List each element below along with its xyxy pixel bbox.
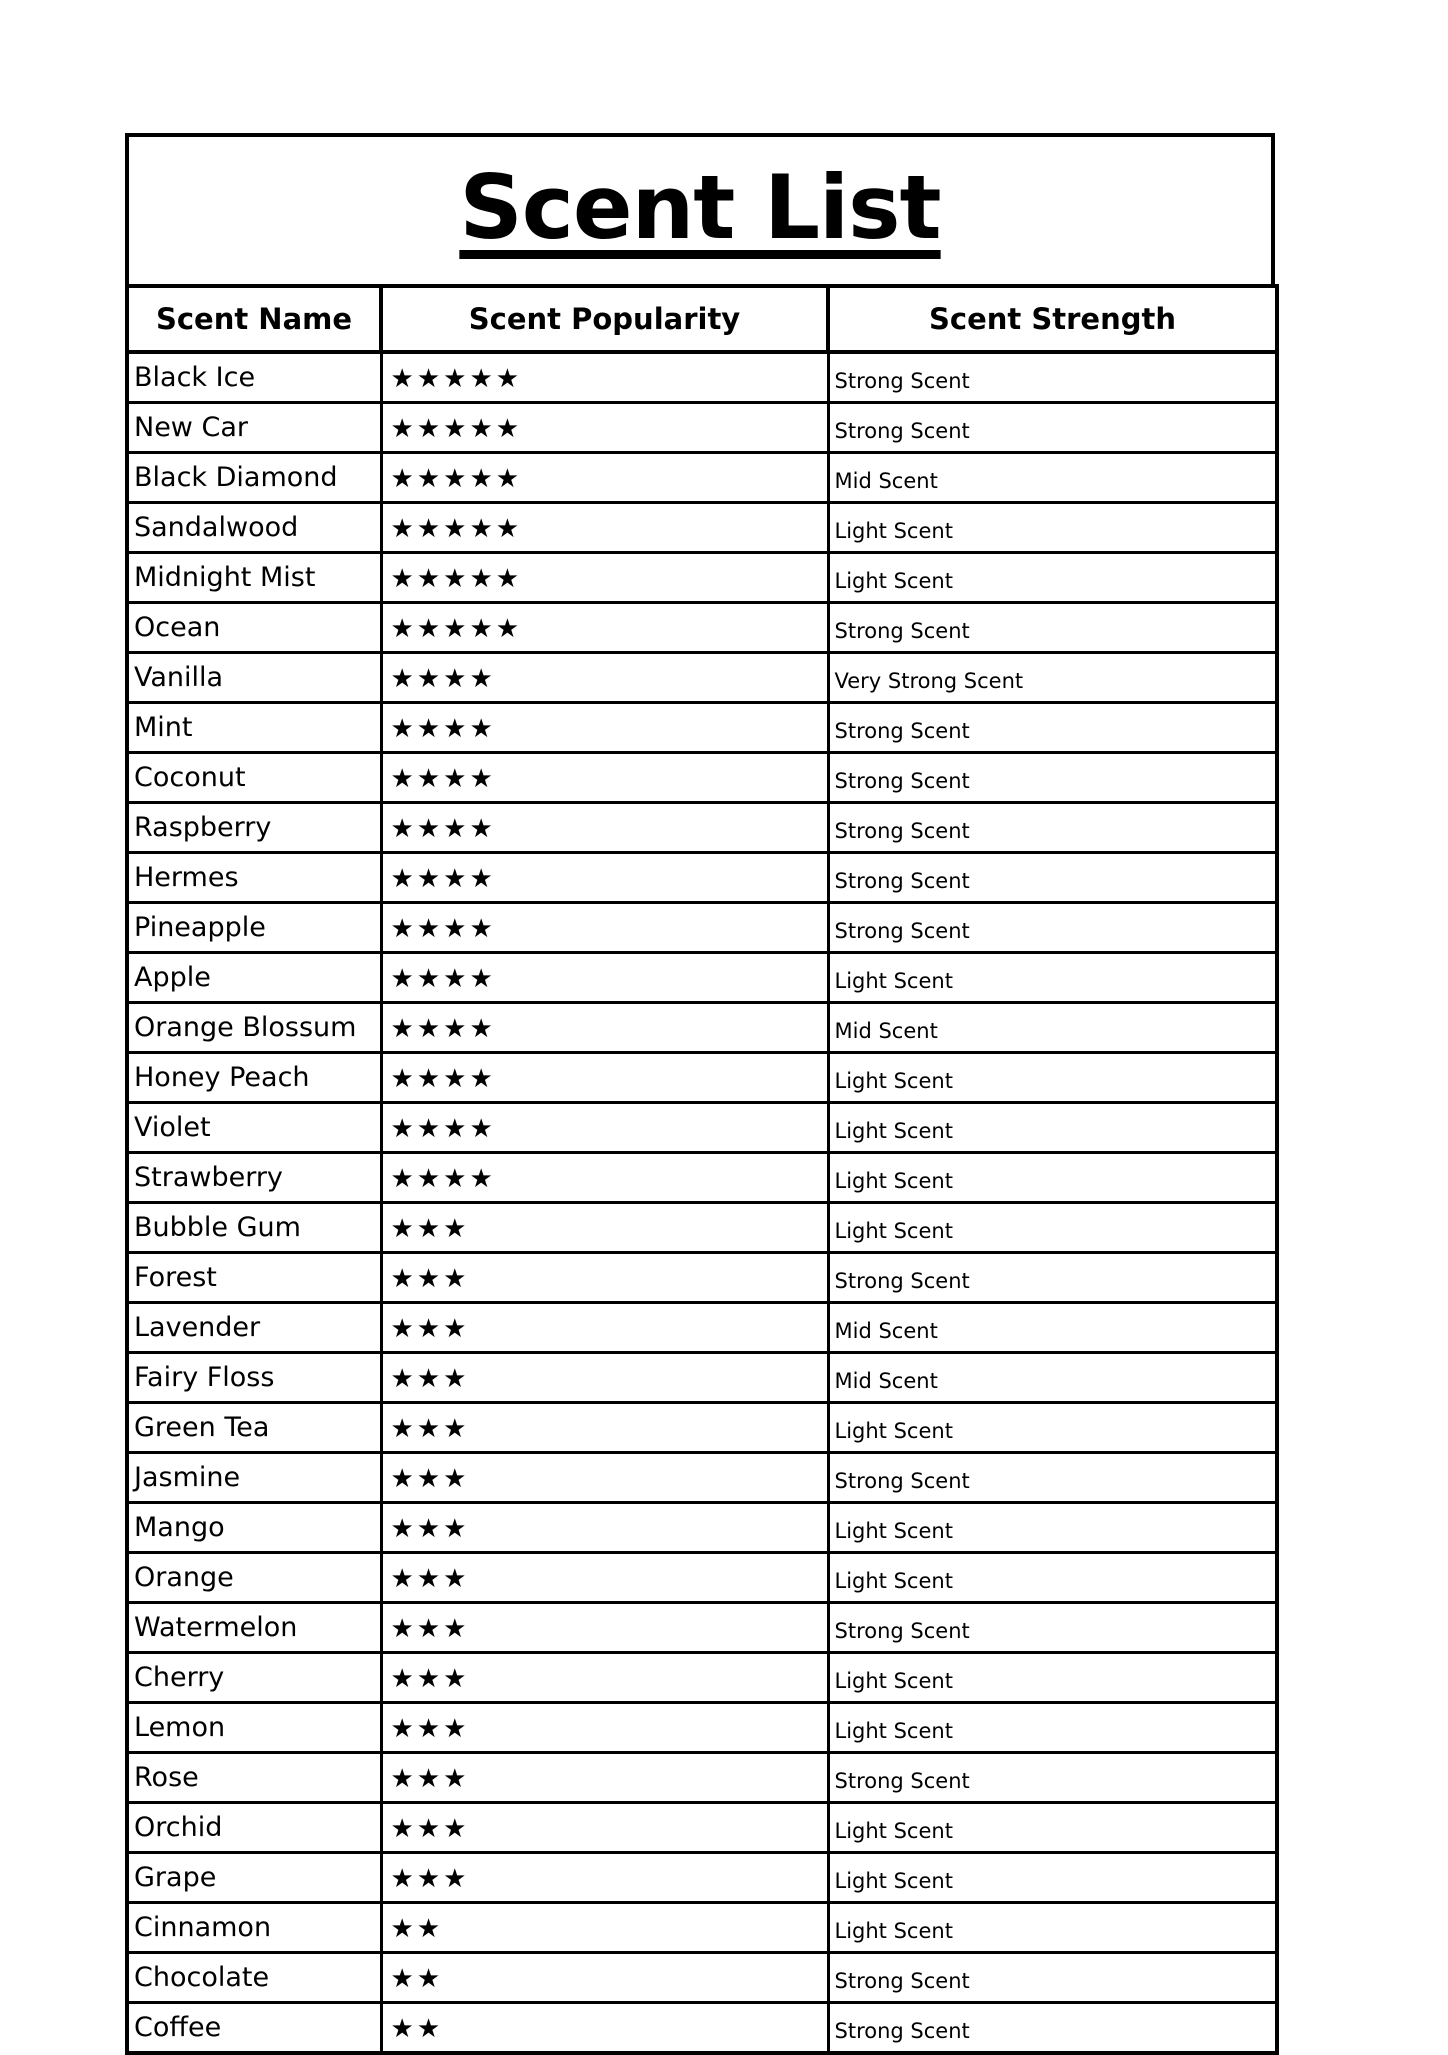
scent-strength: Strong Scent [828,703,1277,753]
scent-popularity [381,2003,828,2054]
table-row [127,1353,1277,1403]
star-icon: ★ [443,1712,470,1743]
scent-name: Cherry [127,1653,381,1703]
star-icon: ★ [443,912,470,943]
scent-strength: Strong Scent [828,903,1277,953]
scent-name: Chocolate [127,1953,381,2003]
scent-popularity [381,1253,828,1303]
star-icon: ★ [469,562,496,593]
scent-strength: Light Scent [828,1403,1277,1453]
table-row [127,1953,1277,2003]
scent-strength: Strong Scent [828,352,1277,403]
star-icon: ★ [443,1662,470,1693]
scent-popularity [381,1603,828,1653]
star-icon: ★ [390,662,417,693]
scent-name: Raspberry [127,803,381,853]
star-icon: ★ [443,1362,470,1393]
star-icon: ★ [416,1162,444,1193]
table-row [127,953,1277,1003]
star-icon: ★ [416,1312,444,1343]
star-icon: ★ [416,812,444,843]
star-icon: ★ [416,2012,444,2043]
star-icon: ★ [390,1112,417,1143]
table-row [127,453,1277,503]
star-icon: ★ [416,462,444,493]
scent-strength: Strong Scent [828,1953,1277,2003]
star-icon: ★ [416,1662,444,1693]
star-icon: ★ [390,1312,417,1343]
scent-popularity [381,1653,828,1703]
header-scent-strength: Scent Strength [828,286,1277,352]
table-row [127,403,1277,453]
star-icon: ★ [416,962,444,993]
star-icon: ★ [443,1262,470,1293]
scent-name: Sandalwood [127,503,381,553]
star-icon: ★ [390,1612,417,1643]
star-icon: ★ [443,362,470,393]
scent-name: Lemon [127,1703,381,1753]
scent-strength: Mid Scent [828,453,1277,503]
star-icon: ★ [390,2012,417,2043]
star-icon: ★ [495,412,523,443]
scent-strength: Strong Scent [828,753,1277,803]
star-icon: ★ [443,1162,470,1193]
scent-name: Jasmine [127,1453,381,1503]
scent-popularity [381,1553,828,1603]
scent-popularity [381,1403,828,1453]
table-row [127,1303,1277,1353]
star-icon: ★ [443,612,470,643]
star-icon: ★ [390,762,417,793]
scent-strength: Light Scent [828,1803,1277,1853]
star-icon: ★ [469,462,496,493]
star-icon: ★ [469,1062,496,1093]
star-icon: ★ [469,962,496,993]
scent-popularity [381,1453,828,1503]
star-icon: ★ [390,1762,417,1793]
table-row [127,1153,1277,1203]
scent-strength: Strong Scent [828,803,1277,853]
star-icon: ★ [416,362,444,393]
scent-name: Ocean [127,603,381,653]
scent-name: Honey Peach [127,1053,381,1103]
star-icon: ★ [443,1012,470,1043]
table-row [127,1853,1277,1903]
scent-popularity [381,1753,828,1803]
scent-popularity [381,1153,828,1203]
star-icon: ★ [390,1162,417,1193]
scent-strength: Light Scent [828,1653,1277,1703]
star-icon: ★ [416,1862,444,1893]
star-icon: ★ [443,562,470,593]
header-scent-popularity: Scent Popularity [381,286,828,352]
table-row [127,753,1277,803]
star-icon: ★ [495,562,523,593]
table-row [127,1803,1277,1853]
scent-popularity [381,1353,828,1403]
scent-strength: Light Scent [828,1053,1277,1103]
scent-popularity [381,553,828,603]
scent-strength: Mid Scent [828,1303,1277,1353]
table-row [127,1753,1277,1803]
scent-strength: Light Scent [828,553,1277,603]
scent-strength: Light Scent [828,1503,1277,1553]
star-icon: ★ [390,962,417,993]
star-icon: ★ [443,962,470,993]
star-icon: ★ [390,912,417,943]
scent-strength: Light Scent [828,1153,1277,1203]
star-icon: ★ [390,612,417,643]
star-icon: ★ [443,712,470,743]
table-row [127,1903,1277,1953]
scent-strength: Light Scent [828,1553,1277,1603]
table-row [127,503,1277,553]
scent-strength: Light Scent [828,953,1277,1003]
star-icon: ★ [443,1462,470,1493]
scent-popularity [381,403,828,453]
scent-table [125,284,1279,2055]
star-icon: ★ [443,1062,470,1093]
star-icon: ★ [390,462,417,493]
star-icon: ★ [416,512,444,543]
scent-strength: Light Scent [828,1703,1277,1753]
scent-name: Green Tea [127,1403,381,1453]
header-row [127,286,1277,352]
scent-name: Black Diamond [127,453,381,503]
star-icon: ★ [416,1062,444,1093]
star-icon: ★ [495,462,523,493]
star-icon: ★ [443,1112,470,1143]
table-row [127,2003,1277,2054]
scent-popularity [381,503,828,553]
scent-name: Forest [127,1253,381,1303]
star-icon: ★ [469,612,496,643]
star-icon: ★ [495,612,523,643]
table-row [127,1503,1277,1553]
star-icon: ★ [469,362,496,393]
scent-name: Lavender [127,1303,381,1353]
scent-popularity [381,653,828,703]
scent-popularity [381,1053,828,1103]
star-icon: ★ [469,1162,496,1193]
star-icon: ★ [416,1762,444,1793]
table-row [127,1703,1277,1753]
star-icon: ★ [390,412,417,443]
table-row [127,1103,1277,1153]
star-icon: ★ [390,1562,417,1593]
star-icon: ★ [416,562,444,593]
scent-popularity [381,1903,828,1953]
star-icon: ★ [390,1662,417,1693]
star-icon: ★ [416,1262,444,1293]
scent-name: Pineapple [127,903,381,953]
star-icon: ★ [416,1412,444,1443]
star-icon: ★ [390,1012,417,1043]
scent-name: Cinnamon [127,1903,381,1953]
table-row [127,352,1277,403]
star-icon: ★ [469,512,496,543]
star-icon: ★ [390,512,417,543]
table-row [127,653,1277,703]
scent-name: Orchid [127,1803,381,1853]
table-row [127,1203,1277,1253]
scent-popularity [381,803,828,853]
scent-strength: Light Scent [828,503,1277,553]
scent-strength: Light Scent [828,1203,1277,1253]
star-icon: ★ [416,1912,444,1943]
star-icon: ★ [390,812,417,843]
scent-popularity [381,352,828,403]
scent-popularity [381,1803,828,1853]
scent-strength: Strong Scent [828,603,1277,653]
scent-name: Vanilla [127,653,381,703]
scent-strength: Mid Scent [828,1003,1277,1053]
star-icon: ★ [469,1112,496,1143]
scent-name: Midnight Mist [127,553,381,603]
table-row [127,703,1277,753]
star-icon: ★ [416,862,444,893]
star-icon: ★ [390,1062,417,1093]
scent-popularity [381,1003,828,1053]
star-icon: ★ [390,562,417,593]
scent-name: Mango [127,1503,381,1553]
star-icon: ★ [390,1912,417,1943]
table-row [127,603,1277,653]
star-icon: ★ [443,412,470,443]
star-icon: ★ [443,862,470,893]
scent-name: Hermes [127,853,381,903]
scent-list-sheet [125,133,1275,2055]
star-icon: ★ [443,1412,470,1443]
scent-popularity [381,753,828,803]
scent-popularity [381,953,828,1003]
scent-strength: Strong Scent [828,1253,1277,1303]
star-icon: ★ [416,1462,444,1493]
star-icon: ★ [443,1862,470,1893]
star-icon: ★ [416,1112,444,1143]
star-icon: ★ [443,762,470,793]
star-icon: ★ [443,812,470,843]
star-icon: ★ [443,1312,470,1343]
scent-name: Black Ice [127,352,381,403]
star-icon: ★ [416,412,444,443]
star-icon: ★ [390,1962,417,1993]
star-icon: ★ [416,1812,444,1843]
title-box [125,133,1275,284]
scent-strength: Strong Scent [828,1453,1277,1503]
scent-popularity [381,1853,828,1903]
header-scent-name: Scent Name [127,286,381,352]
star-icon: ★ [390,362,417,393]
star-icon: ★ [469,912,496,943]
star-icon: ★ [443,462,470,493]
scent-popularity [381,703,828,753]
star-icon: ★ [443,662,470,693]
scent-name: Grape [127,1853,381,1903]
scent-popularity [381,1703,828,1753]
star-icon: ★ [416,912,444,943]
star-icon: ★ [469,762,496,793]
scent-rows [127,352,1277,2053]
star-icon: ★ [443,1612,470,1643]
scent-name: New Car [127,403,381,453]
scent-popularity [381,1303,828,1353]
scent-popularity [381,853,828,903]
star-icon: ★ [443,512,470,543]
scent-strength: Light Scent [828,1853,1277,1903]
star-icon: ★ [469,712,496,743]
star-icon: ★ [390,862,417,893]
star-icon: ★ [416,1712,444,1743]
star-icon: ★ [390,712,417,743]
table-row [127,853,1277,903]
scent-name: Coconut [127,753,381,803]
scent-popularity [381,603,828,653]
table-row [127,1603,1277,1653]
scent-name: Violet [127,1103,381,1153]
table-row [127,903,1277,953]
star-icon: ★ [416,1012,444,1043]
star-icon: ★ [495,362,523,393]
scent-strength: Strong Scent [828,1603,1277,1653]
scent-strength: Strong Scent [828,2003,1277,2054]
star-icon: ★ [416,712,444,743]
star-icon: ★ [495,512,523,543]
star-icon: ★ [443,1762,470,1793]
scent-name: Watermelon [127,1603,381,1653]
table-row [127,1653,1277,1703]
star-icon: ★ [390,1412,417,1443]
star-icon: ★ [443,1812,470,1843]
scent-name: Apple [127,953,381,1003]
scent-strength: Light Scent [828,1903,1277,1953]
scent-popularity [381,1203,828,1253]
scent-name: Bubble Gum [127,1203,381,1253]
star-icon: ★ [416,1512,444,1543]
star-icon: ★ [469,812,496,843]
scent-strength: Light Scent [828,1103,1277,1153]
scent-popularity [381,1103,828,1153]
scent-name: Mint [127,703,381,753]
star-icon: ★ [416,1212,444,1243]
scent-name: Strawberry [127,1153,381,1203]
scent-name: Orange [127,1553,381,1603]
table-row [127,1453,1277,1503]
star-icon: ★ [469,1012,496,1043]
page-title: Scent List [459,156,941,259]
table-row [127,1553,1277,1603]
scent-strength: Strong Scent [828,1753,1277,1803]
table-row [127,1053,1277,1103]
scent-popularity [381,453,828,503]
scent-popularity [381,1503,828,1553]
scent-strength: Mid Scent [828,1353,1277,1403]
star-icon: ★ [443,1562,470,1593]
scent-name: Fairy Floss [127,1353,381,1403]
star-icon: ★ [416,762,444,793]
scent-popularity [381,903,828,953]
star-icon: ★ [416,612,444,643]
star-icon: ★ [416,1562,444,1593]
star-icon: ★ [416,1962,444,1993]
star-icon: ★ [469,412,496,443]
star-icon: ★ [469,662,496,693]
star-icon: ★ [390,1712,417,1743]
star-icon: ★ [416,662,444,693]
star-icon: ★ [390,1812,417,1843]
table-row [127,1003,1277,1053]
star-icon: ★ [390,1862,417,1893]
star-icon: ★ [390,1462,417,1493]
scent-strength: Strong Scent [828,403,1277,453]
scent-name: Rose [127,1753,381,1803]
scent-name: Coffee [127,2003,381,2054]
table-row [127,553,1277,603]
table-row [127,803,1277,853]
table-row [127,1403,1277,1453]
star-icon: ★ [416,1612,444,1643]
scent-name: Orange Blossum [127,1003,381,1053]
scent-strength: Strong Scent [828,853,1277,903]
star-icon: ★ [469,862,496,893]
star-icon: ★ [416,1362,444,1393]
star-icon: ★ [443,1212,470,1243]
scent-strength: Very Strong Scent [828,653,1277,703]
star-icon: ★ [390,1362,417,1393]
table-row [127,1253,1277,1303]
star-icon: ★ [443,1512,470,1543]
scent-popularity [381,1953,828,2003]
star-icon: ★ [390,1512,417,1543]
star-icon: ★ [390,1212,417,1243]
star-icon: ★ [390,1262,417,1293]
